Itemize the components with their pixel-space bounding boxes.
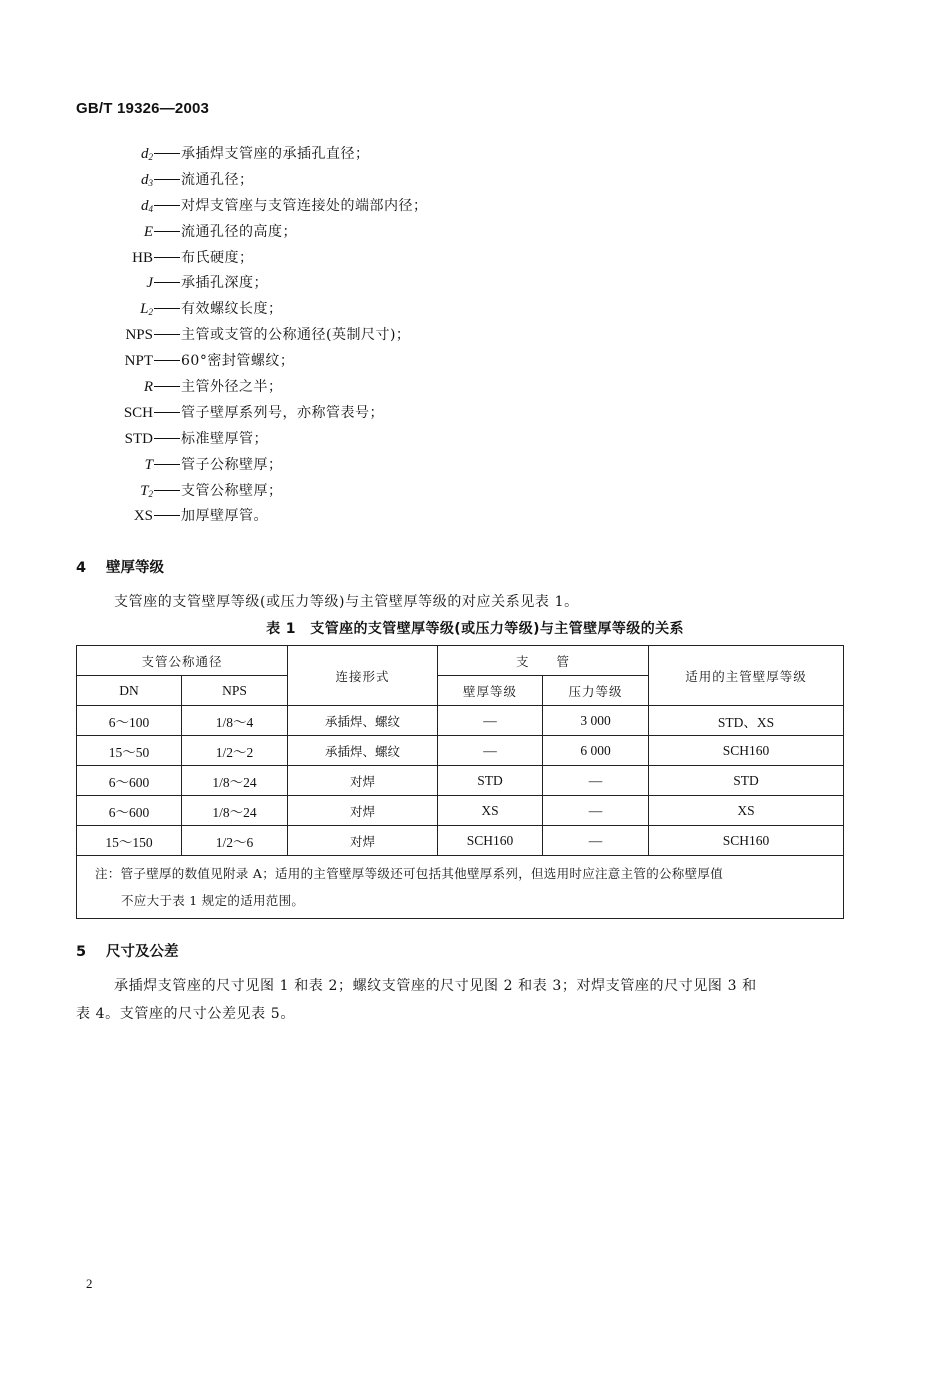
table-1 (76, 645, 844, 919)
definition-text: 主管或支管的公称通径(英制尺寸)； (181, 327, 411, 344)
section-4-paragraph (76, 588, 846, 616)
definition-row (0, 195, 950, 221)
definition-text: 承插焊支管座的承插孔直径； (181, 146, 370, 162)
definition-symbol: SCH (123, 404, 153, 421)
cell-nps: 1/8～4 (182, 706, 288, 736)
section-5-line-2: 表 4。支管座的尺寸公差见表 5。 (76, 1006, 295, 1022)
cell-main: STD、XS (649, 706, 844, 736)
definition-symbol: NPT (124, 353, 153, 370)
em-dash (154, 282, 180, 283)
section-5-title: 尺寸及公差 (106, 944, 179, 960)
definition-symbol: $L_2$ (140, 301, 153, 318)
cell-dn: 6～600 (77, 766, 182, 796)
definition-symbol: E (143, 223, 153, 240)
definition-row (0, 402, 950, 428)
definition-symbol: $d_2$ (141, 146, 153, 162)
definition-symbol: HB (132, 249, 153, 266)
definition-text: 对焊支管座与支管连接处的端部内径； (181, 197, 428, 214)
definition-row (0, 247, 950, 273)
section-5-line-1: 承插焊支管座的尺寸见图 1 和表 2；螺纹支管座的尺寸见图 2 和表 3；对焊支管座的尺寸见图 3 和 (114, 978, 757, 994)
cell-connection: 对焊 (288, 766, 438, 796)
cell-wall: SCH160 (438, 826, 543, 856)
definition-text: 支管公称壁厚； (181, 482, 283, 499)
em-dash (154, 231, 180, 232)
definition-text: 主管外径之半； (181, 379, 283, 396)
definition-text: 流通孔径的高度； (181, 223, 297, 240)
em-dash (154, 490, 180, 491)
definition-text: 管子壁厚系列号，亦称管表号； (181, 404, 384, 421)
cell-pressure: 6 000 (543, 736, 649, 766)
header-pressure-class: 压力等级 (543, 676, 649, 706)
header-dn: DN (77, 676, 182, 706)
definition-text: 流通孔径； (181, 171, 254, 188)
header-branch-nominal: 支管公称通径 (77, 646, 288, 676)
cell-wall: — (438, 706, 543, 736)
definition-symbol: R (143, 379, 153, 396)
header-wall-class: 壁厚等级 (438, 676, 543, 706)
cell-main: STD (649, 766, 844, 796)
cell-dn: 15～150 (77, 826, 182, 856)
section-5-paragraph (76, 972, 846, 1028)
cell-pressure: — (543, 826, 649, 856)
table-row (77, 796, 844, 826)
em-dash (154, 360, 180, 361)
header-branch-pipe: 支 管 (438, 646, 649, 676)
header-connection: 连接形式 (288, 646, 438, 706)
cell-connection: 承插焊、螺纹 (288, 706, 438, 736)
note-line-1: 管子壁厚的数值见附录 A；适用的主管壁厚等级还可包括其他壁厚系列，但选用时应注意主管的公称壁厚值 (120, 866, 724, 881)
cell-dn: 6～600 (77, 796, 182, 826)
table-1-note (77, 856, 844, 919)
section-4-number: 4 (76, 560, 87, 576)
definition-row (0, 454, 950, 480)
cell-nps: 1/8～24 (182, 796, 288, 826)
definition-row (0, 221, 950, 247)
em-dash (154, 205, 180, 206)
symbol-definitions (0, 143, 950, 531)
definition-row (0, 272, 950, 298)
cell-connection: 对焊 (288, 796, 438, 826)
definition-row (0, 480, 950, 506)
definition-row (0, 169, 950, 195)
definition-symbol: STD (124, 430, 153, 447)
definition-row (0, 376, 950, 402)
definition-symbol: T (144, 456, 153, 473)
cell-connection: 对焊 (288, 826, 438, 856)
definition-symbol: NPS (125, 327, 153, 344)
cell-pressure: — (543, 796, 649, 826)
em-dash (154, 308, 180, 309)
definition-row (0, 350, 950, 376)
definition-row (0, 143, 950, 169)
definition-text: 标准壁厚管； (181, 430, 268, 447)
em-dash (154, 386, 180, 387)
table-1-title: 表 1 支管座的支管壁厚等级(或压力等级)与主管壁厚等级的关系 (266, 621, 684, 637)
table-row (77, 706, 844, 736)
cell-main: SCH160 (649, 736, 844, 766)
cell-nps: 1/2～6 (182, 826, 288, 856)
section-4-heading (76, 556, 164, 577)
definition-row (0, 324, 950, 350)
header-nps: NPS (182, 676, 288, 706)
definition-text: 布氏硬度； (181, 249, 254, 266)
cell-pressure: — (543, 766, 649, 796)
em-dash (154, 464, 180, 465)
cell-wall: STD (438, 766, 543, 796)
definition-text: 加厚壁厚管。 (181, 508, 268, 525)
table-row (77, 736, 844, 766)
page-number: 2 (86, 1276, 93, 1291)
definition-text: 承插孔深度； (181, 275, 268, 292)
section-5-number: 5 (76, 944, 87, 960)
cell-dn: 6～100 (77, 706, 182, 736)
section-4-paragraph-text: 支管座的支管壁厚等级(或压力等级)与主管壁厚等级的对应关系见表 1。 (114, 594, 579, 610)
standard-code: GB/T 19326—2003 (76, 100, 210, 117)
definition-symbol: J (146, 275, 153, 292)
em-dash (154, 515, 180, 516)
definition-row (0, 505, 950, 531)
em-dash (154, 334, 180, 335)
section-5-heading (76, 940, 179, 961)
em-dash (154, 438, 180, 439)
table-row (77, 766, 844, 796)
table-row (77, 826, 844, 856)
definition-text: 管子公称壁厚； (181, 456, 283, 473)
definition-text: 有效螺纹长度； (181, 301, 283, 318)
em-dash (154, 153, 180, 154)
definition-symbol: $T_2$ (140, 482, 153, 499)
em-dash (154, 412, 180, 413)
cell-pressure: 3 000 (543, 706, 649, 736)
cell-dn: 15～50 (77, 736, 182, 766)
cell-nps: 1/8～24 (182, 766, 288, 796)
definition-symbol: XS (133, 508, 153, 525)
definition-symbol: $d_4$ (141, 197, 153, 214)
em-dash (154, 179, 180, 180)
note-label: 注： (95, 866, 121, 881)
cell-main: XS (649, 796, 844, 826)
section-4-title: 壁厚等级 (106, 560, 164, 576)
definition-row (0, 298, 950, 324)
cell-connection: 承插焊、螺纹 (288, 736, 438, 766)
definition-row (0, 428, 950, 454)
definition-text: 60°密封管螺纹； (181, 353, 295, 370)
header-main-wall: 适用的主管壁厚等级 (649, 646, 844, 706)
definition-symbol: $d_3$ (141, 171, 153, 188)
note-line-2: 不应大于表 1 规定的适用范围。 (121, 893, 305, 908)
cell-wall: XS (438, 796, 543, 826)
em-dash (154, 257, 180, 258)
cell-nps: 1/2～2 (182, 736, 288, 766)
cell-wall: — (438, 736, 543, 766)
cell-main: SCH160 (649, 826, 844, 856)
